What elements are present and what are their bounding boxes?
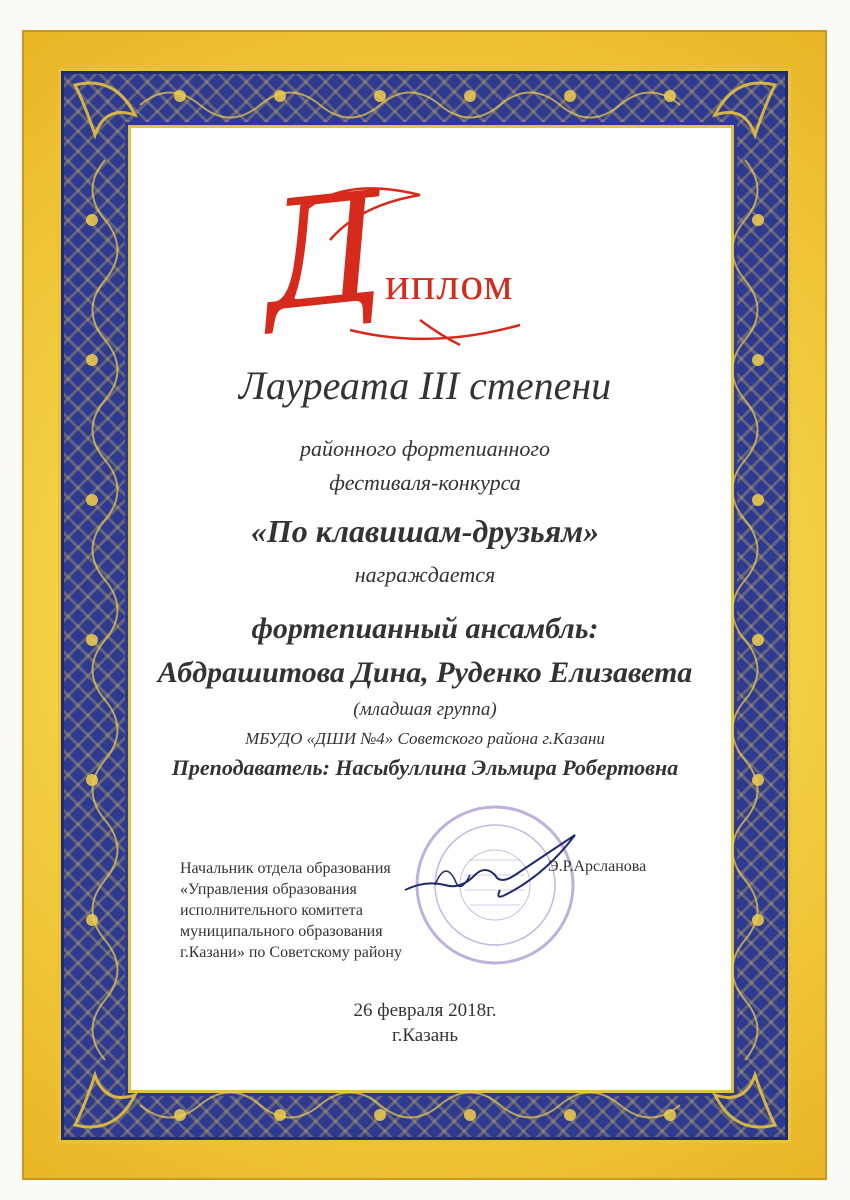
issue-city: г.Казань — [391, 1025, 459, 1046]
signatory-line: «Управления образования — [180, 881, 357, 898]
title-initial-letter: Д — [253, 160, 393, 346]
laureate-degree: Лауреата III степени — [238, 363, 612, 408]
ensemble-label: фортепианный ансамбль: — [251, 612, 599, 645]
signatory-name: Э.Р.Арсланова — [548, 858, 647, 875]
signatory-line: г.Казани» по Советскому району — [180, 944, 402, 961]
participant-names: Абдрашитова Дина, Руденко Елизавета — [157, 656, 693, 689]
signatory-line: исполнительного комитета — [180, 902, 363, 919]
school-name: МБУДО «ДШИ №4» Советского района г.Казани — [245, 729, 605, 748]
awarded-text: награждается — [354, 562, 496, 587]
signatory-line: муниципального образования — [180, 923, 383, 940]
signatory-line: Начальник отдела образования — [180, 860, 391, 877]
title-rest: иплом — [385, 258, 514, 309]
teacher-name: Преподаватель: Насыбуллина Эльмира Робертовна — [171, 755, 679, 780]
festival-line-1: районного фортепианного — [299, 436, 550, 461]
age-group: (младшая группа) — [353, 699, 497, 720]
signatory-title — [180, 858, 430, 963]
contest-name: «По клавишам-друзьям» — [250, 513, 600, 549]
issue-date: 26 февраля 2018г. — [353, 1000, 497, 1021]
festival-line-2: фестиваля-конкурса — [329, 470, 521, 495]
